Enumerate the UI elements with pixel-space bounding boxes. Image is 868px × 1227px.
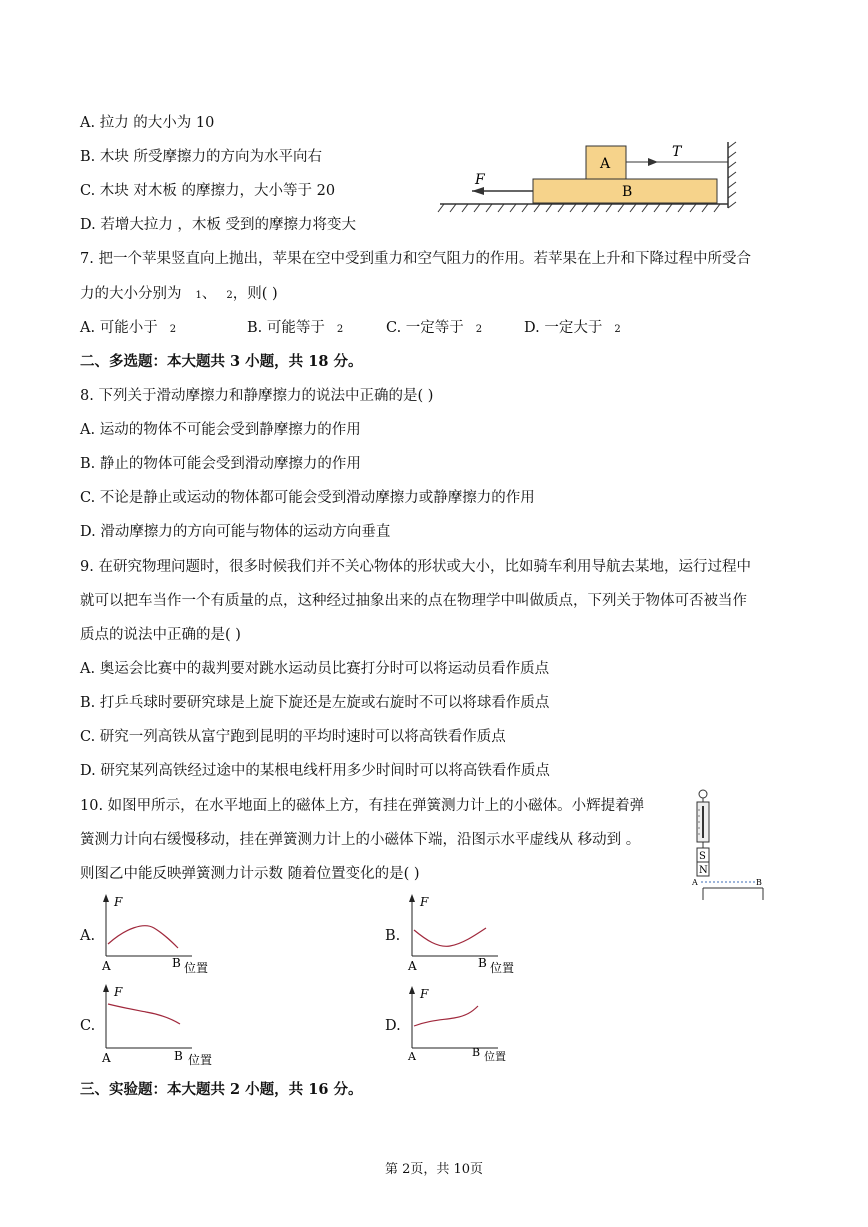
tension-t-label: T [672, 144, 682, 160]
curve-d [414, 1006, 478, 1026]
q8-option-a: A. 运动的物体不可能会受到静摩擦力的作用 [80, 422, 361, 438]
q8-option-b: B. 静止的物体可能会受到滑动摩擦力的作用 [80, 456, 361, 472]
q10-graph-b [402, 892, 532, 976]
page-footer: 第 2页，共 10页 [384, 1162, 484, 1177]
q8-stem: 8. 下列关于滑动摩擦力和静摩擦力的说法中正确的是( ) [80, 388, 434, 404]
svg-text:位置: 位置 [188, 1053, 213, 1067]
svg-text:F: F [420, 987, 429, 1001]
curve-b [414, 928, 486, 946]
q8-option-d: D. 滑动摩擦力的方向可能与物体的运动方向垂直 [80, 524, 391, 540]
svg-text:A: A [408, 959, 417, 973]
block-a-label: A [600, 156, 611, 172]
svg-text:A: A [102, 959, 111, 973]
q7-sep: 、 [201, 286, 217, 302]
force-f-label: F [475, 172, 485, 188]
magnet-n-label: N [699, 865, 708, 876]
q7-stem-end: ，则( ) [232, 286, 278, 302]
magnet-s-label: S [699, 851, 706, 862]
q9-option-d: D. 研究某列高铁经过途中的某根电线杆用多少时间时可以将高铁看作质点 [80, 763, 550, 779]
q9-option-b: B. 打乒乓球时要研究球是上旋下旋还是左旋或右旋时不可以将球看作质点 [80, 695, 550, 711]
q7-option-c: C. 一定等于 2 [386, 320, 483, 336]
q10-graph-d [402, 984, 532, 1068]
q6-option-b: B. 木块 所受摩擦力的方向为水平向右 [80, 149, 322, 165]
svg-text:B: B [478, 956, 487, 970]
q7-sub1: 1 [195, 290, 202, 301]
q6-option-a: A. 拉力 的大小为 10 [80, 115, 215, 131]
q10-graph-b-label: B. [385, 928, 401, 944]
board-b-label: B [622, 184, 633, 200]
q6-option-c: C. 木块 对木板 的摩擦力，大小等于 20 [80, 183, 336, 199]
svg-text:F: F [420, 895, 429, 909]
q7-option-b: B. 可能等于 2 [247, 320, 344, 336]
q10-graph-d-label: D. [385, 1018, 401, 1034]
point-b-label: B [756, 878, 762, 887]
q7-sub2: 2 [226, 290, 233, 301]
arrow-t [648, 158, 658, 166]
q9-stem-line1: 9. 在研究物理问题时，很多时候我们并不关心物体的形状或大小，比如骑车利用导航去某地，运行过程中 [80, 559, 751, 575]
q7-option-a: A. 可能小于 2 [80, 320, 177, 336]
q9-option-a: A. 奥运会比赛中的裁判要对跳水运动员比赛打分时可以将运动员看作质点 [80, 661, 550, 677]
svg-text:F: F [114, 895, 123, 909]
svg-text:位置: 位置 [484, 1050, 506, 1063]
scale-ring [699, 790, 707, 798]
curve-a [108, 926, 178, 948]
q6-option-d: D. 若增大拉力 ，木板 受到的摩擦力将变大 [80, 217, 357, 233]
svg-text:B: B [172, 956, 181, 970]
curve-c [108, 1004, 180, 1024]
arrow-f [472, 187, 484, 195]
q7-stem-line1: 7. 把一个苹果竖直向上抛出，苹果在空中受到重力和空气阻力的作用。若苹果在上升和下降过程中所受合 [80, 251, 751, 267]
svg-text:F: F [114, 985, 123, 999]
q7-stem-line2 [80, 284, 278, 306]
svg-text:B: B [472, 1046, 481, 1059]
q9-option-c: C. 研究一列高铁从富宁跑到昆明的平均时速时可以将高铁看作质点 [80, 729, 506, 745]
svg-text:位置: 位置 [184, 961, 209, 975]
point-a-label: A [692, 878, 698, 887]
q7-option-d: D. 一定大于 2 [524, 320, 621, 336]
q6-figure [430, 138, 750, 218]
svg-text:位置: 位置 [490, 961, 515, 975]
section-2-heading: 二、多选题：本大题共 3 小题，共 18 分。 [80, 353, 363, 370]
q10-graph-a-label: A. [80, 928, 96, 944]
q9-stem-line2: 就可以把车当作一个有质量的点，这种经过抽象出来的点在物理学中叫做质点，下列关于物体可否被当作 [80, 593, 747, 609]
q10-graph-a [96, 892, 226, 976]
svg-text:A: A [102, 1051, 111, 1065]
q10-graph-c [96, 982, 226, 1068]
svg-text:B: B [174, 1049, 183, 1063]
q10-spring-scale-figure [686, 788, 766, 904]
ground-hatch [438, 204, 720, 212]
section-3-heading: 三、实验题：本大题共 2 小题，共 16 分。 [80, 1081, 363, 1098]
q9-stem-line3: 质点的说法中正确的是( ) [80, 627, 241, 643]
svg-text:A: A [408, 1050, 416, 1063]
q10-stem-line1: 10. 如图甲所示，在水平地面上的磁体上方，有挂在弹簧测力计上的小磁体。小辉提着弹 [80, 798, 645, 814]
wall-hatch [728, 142, 736, 208]
q7-stem-text: 力的大小分别为 [80, 286, 182, 302]
q10-graph-c-label: C. [80, 1018, 96, 1034]
q10-stem-line2: 簧测力计向右缓慢移动，挂在弹簧测力计上的小磁体下端，沿图示水平虚线从 移动到 。 [80, 832, 641, 848]
q10-stem-line3: 则图乙中能反映弹簧测力计示数 随着位置变化的是( ) [80, 866, 420, 882]
q8-option-c: C. 不论是静止或运动的物体都可能会受到滑动摩擦力或静摩擦力的作用 [80, 490, 535, 506]
